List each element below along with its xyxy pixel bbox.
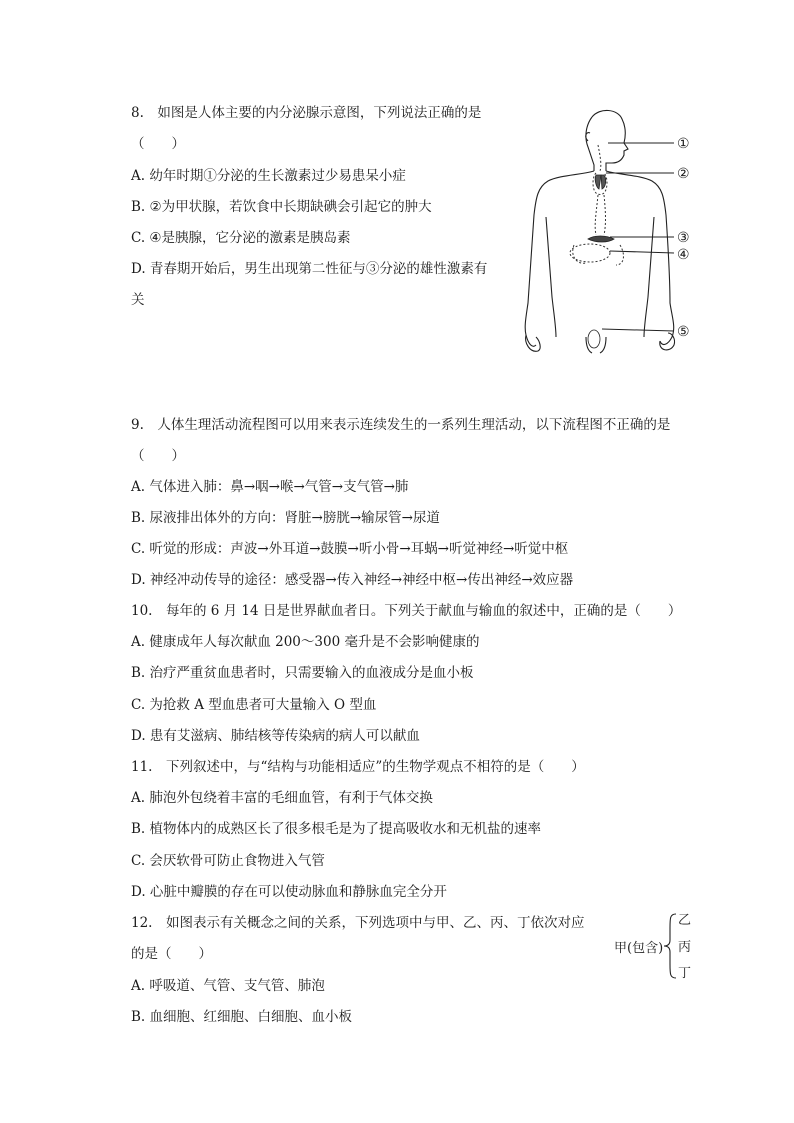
label-1: ① xyxy=(677,136,690,152)
label-4: ④ xyxy=(677,247,690,263)
endocrine-glands-figure xyxy=(510,105,700,360)
label-3: ③ xyxy=(677,230,690,246)
q10-option-d: D. 患有艾滋病、肺结核等传染病的病人可以献血 xyxy=(131,728,420,744)
q8-option-c: C. ④是胰腺，它分泌的激素是胰岛素 xyxy=(131,230,351,246)
concept-child-3: 丁 xyxy=(678,966,692,980)
q10-option-a: A. 健康成年人每次献血 200～300 毫升是不会影响健康的 xyxy=(131,634,480,650)
q10-option-b: B. 治疗严重贫血患者时，只需要输入的血液成分是血小板 xyxy=(131,665,474,681)
q8-stem: 8. 如图是人体主要的内分泌腺示意图，下列说法正确的是 xyxy=(131,105,482,121)
q9-option-c: C. 听觉的形成：声波→外耳道→鼓膜→听小骨→耳蜗→听觉神经→听觉中枢 xyxy=(131,541,569,557)
q9-option-b: B. 尿液排出体外的方向：肾脏→膀胱→输尿管→尿道 xyxy=(131,510,440,526)
concept-relation-diagram xyxy=(612,908,702,980)
q11-option-a: A. 肺泡外包绕着丰富的毛细血管，有利于气体交换 xyxy=(131,790,433,806)
q11-option-b: B. 植物体内的成熟区长了很多根毛是为了提高吸收水和无机盐的速率 xyxy=(131,821,542,837)
gland-labels xyxy=(677,136,690,340)
q8-option-a: A. 幼年时期①分泌的生长激素过少易患呆小症 xyxy=(131,168,406,184)
human-body-outline xyxy=(525,110,674,353)
concept-child-2: 丙 xyxy=(678,940,692,955)
q10-option-c: C. 为抢救 A 型血患者可大量输入 O 型血 xyxy=(131,697,377,713)
concept-child-1: 乙 xyxy=(678,913,692,928)
q8-blank: （ ） xyxy=(131,136,185,152)
q11-option-c: C. 会厌软骨可防止食物进入气管 xyxy=(131,853,325,869)
label-leaders xyxy=(602,143,674,331)
brace xyxy=(664,914,676,978)
label-5: ⑤ xyxy=(677,324,690,340)
q12-option-b: B. 血细胞、红细胞、白细胞、血小板 xyxy=(131,1009,353,1025)
q8-option-b: B. ②为甲状腺，若饮食中长期缺碘会引起它的肿大 xyxy=(131,199,432,215)
label-2: ② xyxy=(677,166,690,182)
q12-stem-cont: 的是（ ） xyxy=(131,946,212,962)
q12-option-a: A. 呼吸道、气管、支气管、肺泡 xyxy=(131,978,325,994)
q9-option-d: D. 神经冲动传导的途径：感受器→传入神经→神经中枢→传出神经→效应器 xyxy=(131,572,574,588)
q8-option-d: D. 青春期开始后，男生出现第二性征与③分泌的雄性激素有 xyxy=(131,261,488,277)
q12-stem: 12. 如图表示有关概念之间的关系，下列选项中与甲、乙、丙、丁依次对应 xyxy=(131,915,585,931)
q8-option-d-cont: 关 xyxy=(131,292,145,308)
q11-option-d: D. 心脏中瓣膜的存在可以使动脉血和静脉血完全分开 xyxy=(131,884,447,900)
q9-stem: 9. 人体生理活动流程图可以用来表示连续发生的一系列生理活动，以下流程图不正确的是 xyxy=(131,417,671,433)
q9-blank: （ ） xyxy=(131,448,185,464)
q11-stem: 11. 下列叙述中，与“结构与功能相适应”的生物学观点不相符的是（ ） xyxy=(131,759,585,775)
q10-stem: 10. 每年的 6 月 14 日是世界献血者日。下列关于献血与输血的叙述中，正确的是（ ） xyxy=(131,603,682,619)
concept-root: 甲(包含) xyxy=(614,941,664,956)
q9-option-a: A. 气体进入肺：鼻→咽→喉→气管→支气管→肺 xyxy=(131,479,409,495)
